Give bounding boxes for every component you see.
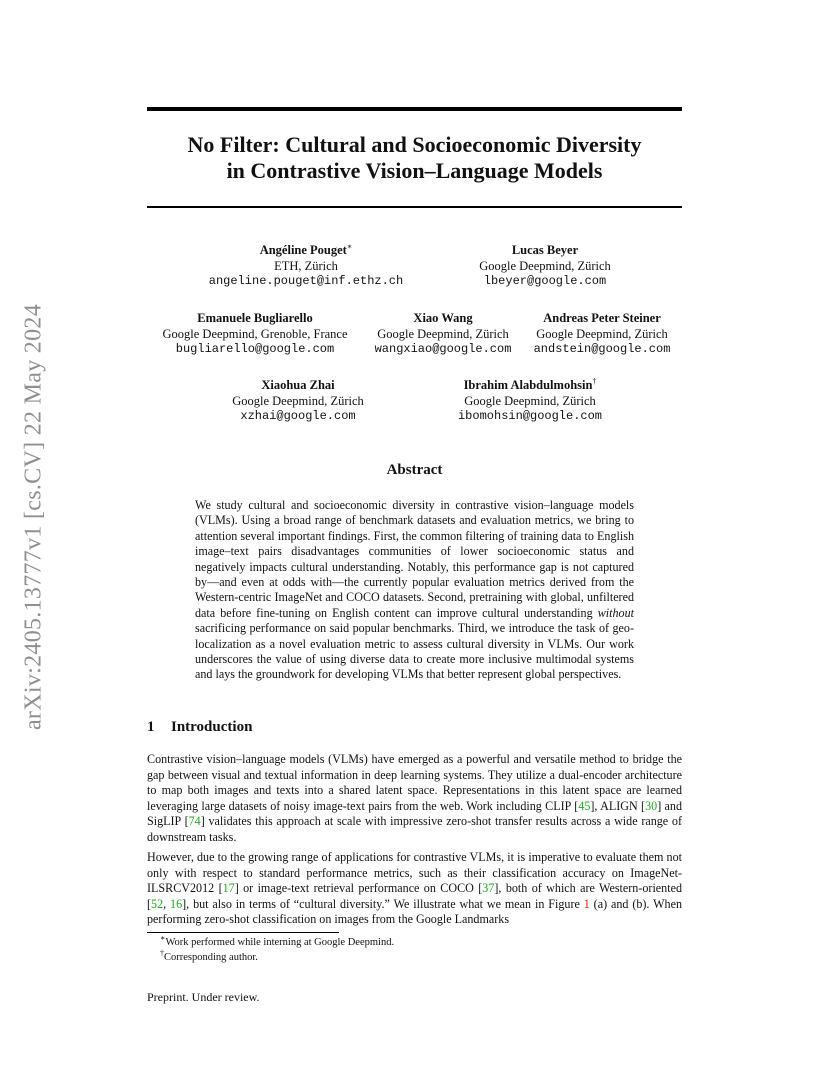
author-name: Emanuele Bugliarello [197, 311, 313, 325]
author-email[interactable]: xzhai@google.com [240, 409, 356, 423]
paragraph-text: ], but also in terms of “cultural diversity.” We illustrate what we mean in Figure [182, 896, 584, 911]
intro-paragraph-2 [147, 850, 682, 928]
author-email[interactable]: bugliarello@google.com [175, 342, 335, 356]
paragraph-text: Contrastive vision–language models (VLMs) have emerged as a powerful and versatile method to bridge the gap between visual and textual information in deep learning systems. They utilize a dual-encoder architecture to map both images and texts into a shared latent space. Representations in this latent space are learned leveraging large datasets of noisy image-text pairs from the web. Work including CLIP [ [147, 752, 682, 813]
author-affiliation: Google Deepmind, Zürich [377, 326, 509, 341]
author-affiliation: Google Deepmind, Zürich [479, 258, 611, 273]
footnote-mark: † [160, 948, 164, 958]
paragraph-text: However, due to the growing range of applications for contrastive VLMs, it is imperative to evaluate them not only with respect to standard performance metrics, such as their classification accuracy on ImageNet-ILSRCV2012 [ [147, 850, 682, 895]
citation-link[interactable]: 17 [222, 881, 235, 895]
author-email[interactable]: ibomohsin@google.com [457, 409, 603, 423]
abstract-text: sacrificing performance on said popular benchmarks. Third, we introduce the task of geo-localization as a novel evaluation metric to assess cultural diversity in VLMs. Our work underscores the value of using diverse data to create more inclusive multimodal systems and lays the groundwork for developing VLMs that better represent global perspectives. [195, 621, 634, 682]
paper-title [147, 132, 682, 184]
author-block-wang [375, 311, 512, 358]
paragraph-text: ] and SigLIP [ [147, 798, 683, 828]
paragraph-text: (a) and (b). When performing zero-shot classification on images from the Google Landmarks [147, 896, 683, 926]
author-affiliation: Google Deepmind, Grenoble, France [162, 326, 348, 341]
author-name: Angéline Pouget [259, 243, 347, 257]
paragraph-text: ] validates this approach at scale with impressive zero-shot transfer results across a wide range of downstream tasks. [147, 814, 682, 844]
arxiv-stamp-text: arXiv:2405.13777v1 [cs.CV] 22 May 2024 [20, 303, 47, 731]
preprint-footer: Preprint. Under review. [147, 990, 260, 1004]
footnote-1 [160, 933, 395, 949]
author-block-zhai [232, 378, 364, 425]
paragraph-text: ], both of which are Western-oriented [ [147, 881, 682, 911]
section-heading-introduction [147, 719, 252, 736]
footnote-2 [160, 948, 258, 964]
author-email[interactable]: wangxiao@google.com [374, 342, 512, 356]
author-email[interactable]: angeline.pouget@inf.ethz.ch [208, 274, 404, 288]
footnote-mark: ∗ [160, 933, 166, 943]
author-name: Lucas Beyer [511, 243, 579, 257]
author-block-bugliarello [162, 311, 347, 358]
paragraph-text: ] or image-text retrieval performance on COCO [ [234, 881, 483, 895]
title-line-2: in Contrastive Vision–Language Models [226, 158, 603, 183]
abstract-heading: Abstract [386, 462, 443, 478]
arxiv-identifier-stamp [22, 272, 46, 762]
abstract-body [195, 498, 634, 683]
author-affiliation: Google Deepmind, Zürich [232, 393, 364, 408]
author-block-pouget [209, 243, 403, 290]
citation-link[interactable]: 52 [151, 896, 164, 911]
footnote-text: Corresponding author. [164, 952, 258, 963]
author-affiliation: Google Deepmind, Zürich [464, 393, 596, 408]
section-title: Introduction [171, 719, 253, 735]
intro-paragraph-1 [147, 752, 682, 845]
author-name: Xiaohua Zhai [261, 378, 335, 392]
author-email[interactable]: andstein@google.com [533, 342, 671, 356]
author-name: Ibrahim Alabdulmohsin [463, 378, 593, 392]
citation-link[interactable]: 37 [482, 881, 495, 895]
footnote-rule [147, 932, 339, 933]
author-affiliation: Google Deepmind, Zürich [536, 326, 668, 341]
author-name: Andreas Peter Steiner [543, 311, 661, 325]
paragraph-text: ], ALIGN [ [590, 798, 646, 813]
author-block-steiner [534, 311, 671, 358]
author-footnote-mark: ∗ [346, 241, 353, 251]
author-email[interactable]: lbeyer@google.com [483, 274, 607, 288]
author-affiliation: ETH, Zürich [274, 258, 338, 273]
abstract-emphasis: without [597, 605, 634, 620]
citation-link[interactable]: 30 [645, 798, 658, 813]
citation-link[interactable]: 16 [170, 896, 183, 911]
author-footnote-mark: † [592, 376, 597, 386]
abstract-text: We study cultural and socioeconomic diversity in contrastive vision–language models (VLMs). Using a broad range of benchmark datasets and evaluation metrics, we bring to attention several important findings. First, the common filtering of training data to English image–text pairs disadvantages communities of lower socioeconomic status and negatively impacts cultural understanding. Notably, this performance gap is not captured by—and even at odds with—the currently popular evaluation metrics derived from the Western-centric ImageNet and COCO datasets. Second, pretraining with global, unfiltered data before fine-tuning on English content can improve cultural understanding [195, 498, 634, 620]
paragraph-text: , [163, 896, 171, 911]
citation-link[interactable]: 45 [578, 798, 591, 813]
citation-link[interactable]: 74 [188, 814, 201, 828]
title-bottom-rule [147, 206, 682, 208]
title-top-rule [147, 107, 682, 111]
title-line-1: No Filter: Cultural and Socioeconomic Diversity [187, 132, 642, 157]
author-block-alabdulmohsin [458, 378, 602, 425]
author-name: Xiao Wang [413, 311, 473, 325]
section-number: 1 [147, 719, 155, 735]
author-block-beyer [479, 243, 611, 290]
figure-reference-link[interactable]: 1 [583, 896, 590, 911]
footnote-text: Work performed while interning at Google Deepmind. [165, 937, 395, 948]
